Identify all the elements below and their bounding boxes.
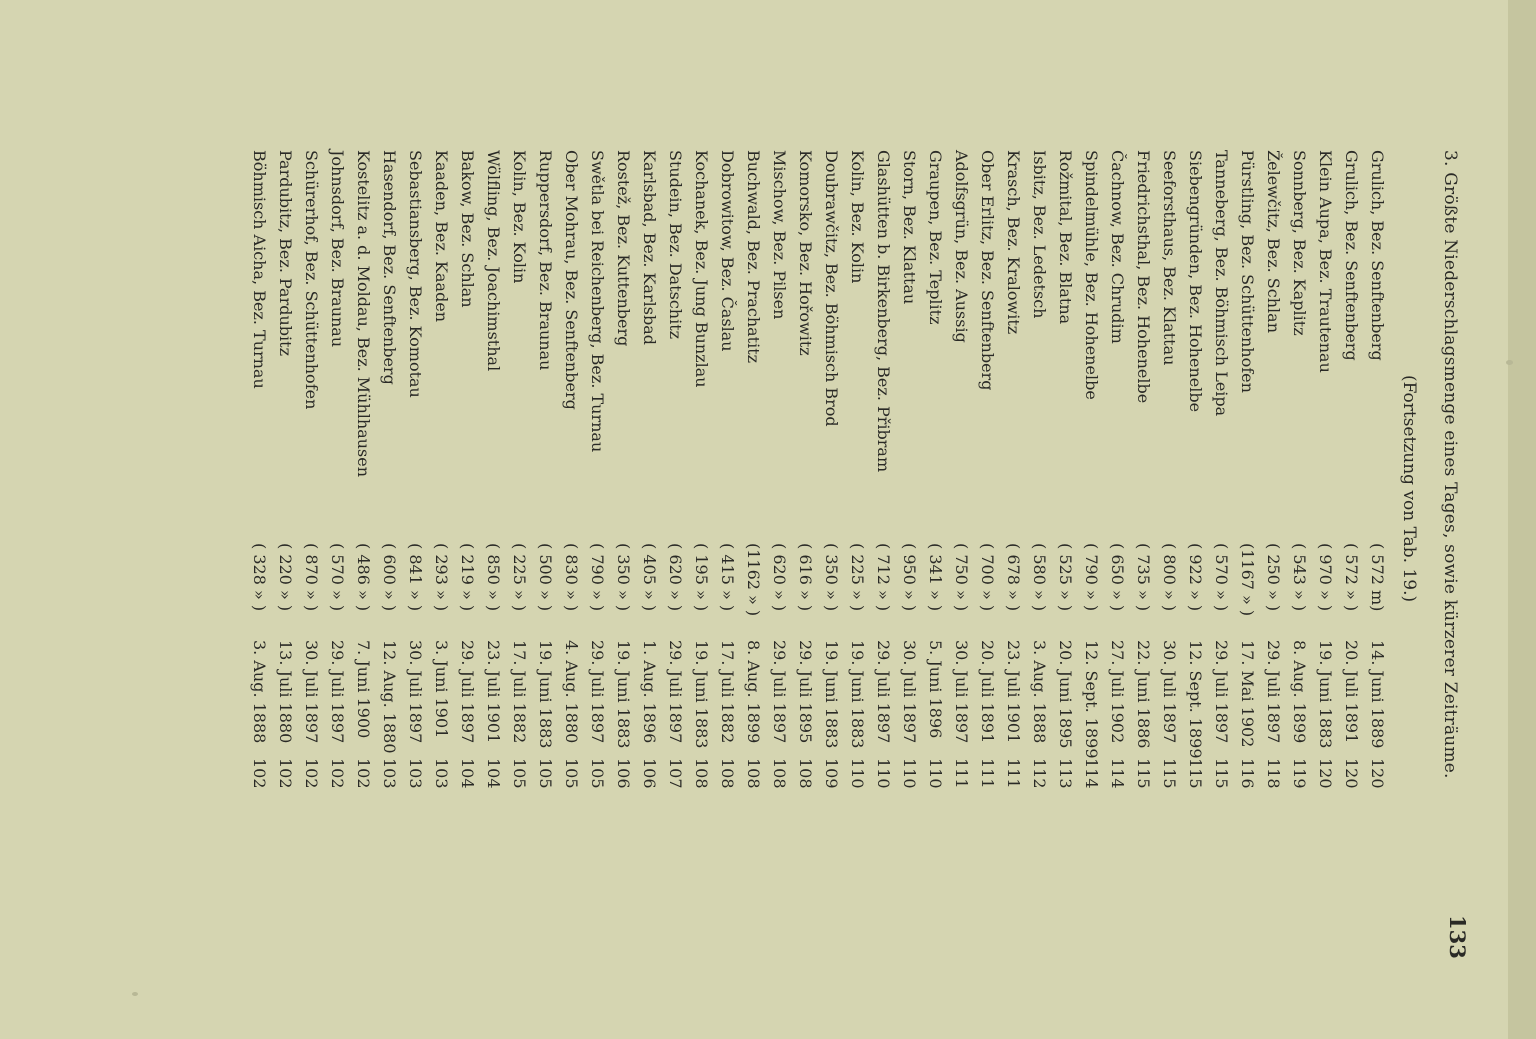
table-row <box>1287 150 1313 950</box>
precipitation-amount: 116 <box>1238 758 1257 789</box>
station-altitude: ( 570 » ) <box>1212 543 1231 612</box>
event-date: 30. Juli 1897 <box>406 640 425 744</box>
event-date: 29. Juli 1895 <box>796 640 815 744</box>
table-row <box>923 150 949 950</box>
precipitation-amount: 103 <box>432 758 451 789</box>
station-altitude: ( 750 » ) <box>952 543 971 612</box>
station-name: Kochanek, Bez. Jung Bunzlau <box>692 150 711 388</box>
precipitation-amount: 106 <box>614 758 633 789</box>
event-date: 30. Juli 1897 <box>900 640 919 744</box>
table-row <box>481 150 507 950</box>
precipitation-amount: 113 <box>1056 758 1075 789</box>
table-row <box>637 150 663 950</box>
station-altitude: (1162 » ) <box>744 543 763 617</box>
precipitation-amount: 110 <box>926 758 945 789</box>
event-date: 7. Juni 1900 <box>354 640 373 739</box>
precipitation-amount: 119 <box>1290 758 1309 789</box>
station-altitude: ( 620 » ) <box>770 543 789 612</box>
station-altitude: ( 250 » ) <box>1264 543 1283 612</box>
page-title: 3. Größte Niederschlagsmenge eines Tages, sowie kürzerer Zeiträume. <box>1440 150 1460 779</box>
station-name: Krasch, Bez. Kralowitz <box>1004 150 1023 335</box>
station-altitude: ( 950 » ) <box>900 543 919 612</box>
station-name: Mischow, Bez. Pilsen <box>770 150 789 320</box>
event-date: 30. Juli 1897 <box>952 640 971 744</box>
table-row <box>611 150 637 950</box>
event-date: 5. Juni 1896 <box>926 640 945 739</box>
precipitation-amount: 115 <box>1134 758 1153 789</box>
precipitation-amount: 108 <box>718 758 737 789</box>
station-name: Čachnow, Bez. Chrudim <box>1108 150 1127 344</box>
event-date: 17. Juli 1882 <box>510 640 529 744</box>
station-name: Bakow, Bez. Schlan <box>458 150 477 308</box>
event-date: 30. Juli 1897 <box>302 640 321 744</box>
precipitation-amount: 110 <box>874 758 893 789</box>
table-row <box>403 150 429 950</box>
event-date: 23. Juli 1901 <box>1004 640 1023 744</box>
event-date: 27. Juli 1902 <box>1108 640 1127 744</box>
station-name: Studein, Bez. Datschitz <box>666 150 685 340</box>
event-date: 29. Juli 1897 <box>874 640 893 744</box>
station-altitude: ( 195 » ) <box>692 543 711 612</box>
station-altitude: ( 600 » ) <box>380 543 399 612</box>
precipitation-amount: 105 <box>562 758 581 789</box>
precipitation-amount: 111 <box>952 758 971 789</box>
station-altitude: ( 219 » ) <box>458 543 477 612</box>
station-altitude: ( 486 » ) <box>354 543 373 612</box>
station-name: Ober Erlitz, Bez. Senftenberg <box>978 150 997 391</box>
station-name: Böhmisch Aicha, Bez. Turnau <box>250 150 269 389</box>
event-date: 29. Juli 1897 <box>328 640 347 744</box>
table-row <box>455 150 481 950</box>
station-name: Sonnberg, Bez. Kaplitz <box>1290 150 1309 336</box>
event-date: 19. Juni 1883 <box>614 640 633 749</box>
precipitation-amount: 105 <box>536 758 555 789</box>
station-name: Rostež, Bez. Kuttenberg <box>614 150 633 347</box>
table-row <box>377 150 403 950</box>
table-row <box>585 150 611 950</box>
station-name: Pürstling, Bez. Schüttenhofen <box>1238 150 1257 393</box>
station-altitude: ( 620 » ) <box>666 543 685 612</box>
table-row <box>1339 150 1365 950</box>
table-row <box>793 150 819 950</box>
station-altitude: ( 850 » ) <box>484 543 503 612</box>
precipitation-amount: 102 <box>250 758 269 789</box>
station-name: Swětla bei Reichenberg, Bez. Turnau <box>588 150 607 453</box>
page-number: 133 <box>1445 915 1470 959</box>
event-date: 12. Sept. 1899 <box>1082 640 1101 759</box>
table-row <box>1235 150 1261 950</box>
event-date: 19. Juni 1883 <box>692 640 711 749</box>
event-date: 23. Juli 1901 <box>484 640 503 744</box>
event-date: 19. Juni 1883 <box>822 640 841 749</box>
station-name: Pardubitz, Bez. Pardubitz <box>276 150 295 356</box>
station-altitude: ( 700 » ) <box>978 543 997 612</box>
precipitation-amount: 114 <box>1082 758 1101 789</box>
station-name: Kostelitz a. d. Moldau, Bez. Mühlhausen <box>354 150 373 478</box>
station-altitude: ( 525 » ) <box>1056 543 1075 612</box>
event-date: 1. Aug. 1896 <box>640 640 659 744</box>
page-subtitle: (Fortsetzung von Tab. 19.) <box>1399 375 1419 603</box>
table-row <box>273 150 299 950</box>
station-name: Isbitz, Bez. Ledetsch <box>1030 150 1049 319</box>
station-name: Sebastiansberg, Bez. Komotau <box>406 150 425 398</box>
station-name: Friedrichsthal, Bez. Hohenelbe <box>1134 150 1153 404</box>
table-row <box>1131 150 1157 950</box>
table-row <box>871 150 897 950</box>
precipitation-amount: 108 <box>744 758 763 789</box>
table-row <box>1261 150 1287 950</box>
station-altitude: ( 570 » ) <box>328 543 347 612</box>
station-altitude: ( 350 » ) <box>614 543 633 612</box>
precipitation-amount: 120 <box>1316 758 1335 789</box>
station-altitude: ( 293 » ) <box>432 543 451 612</box>
station-altitude: ( 328 » ) <box>250 543 269 612</box>
event-date: 14. Juni 1889 <box>1368 640 1387 749</box>
precipitation-amount: 102 <box>276 758 295 789</box>
event-date: 29. Juli 1897 <box>770 640 789 744</box>
event-date: 13. Juli 1880 <box>276 640 295 744</box>
event-date: 4. Aug. 1880 <box>562 640 581 744</box>
station-altitude: (1167 » ) <box>1238 543 1257 617</box>
table-row <box>247 150 273 950</box>
station-name: Ruppersdorf, Bez. Braunau <box>536 150 555 371</box>
event-date: 3. Juni 1901 <box>432 640 451 739</box>
station-name: Grulich, Bez. Senftenberg <box>1368 150 1387 361</box>
event-date: 22. Juni 1886 <box>1134 640 1153 749</box>
station-name: Johnsdorf, Bez. Braunau <box>328 150 347 348</box>
table-row <box>1027 150 1053 950</box>
precipitation-amount: 105 <box>588 758 607 789</box>
event-date: 3. Aug. 1888 <box>1030 640 1049 744</box>
station-name: Buchwald, Bez. Prachatitz <box>744 150 763 364</box>
precipitation-amount: 102 <box>302 758 321 789</box>
table-row <box>819 150 845 950</box>
event-date: 19. Juni 1883 <box>1316 640 1335 749</box>
event-date: 29. Juli 1897 <box>1212 640 1231 744</box>
precipitation-amount: 102 <box>328 758 347 789</box>
station-altitude: ( 870 » ) <box>302 543 321 612</box>
event-date: 8. Aug. 1899 <box>744 640 763 744</box>
precipitation-amount: 108 <box>770 758 789 789</box>
station-altitude: ( 800 » ) <box>1160 543 1179 612</box>
table-row <box>1001 150 1027 950</box>
station-altitude: ( 225 » ) <box>848 543 867 612</box>
table-row <box>1183 150 1209 950</box>
precipitation-amount: 108 <box>692 758 711 789</box>
event-date: 29. Juli 1897 <box>458 640 477 744</box>
table-row <box>663 150 689 950</box>
precipitation-amount: 110 <box>848 758 867 789</box>
station-altitude: ( 572 » ) <box>1342 543 1361 612</box>
table-row <box>507 150 533 950</box>
station-name: Storn, Bez. Klattau <box>900 150 919 305</box>
precipitation-amount: 103 <box>380 758 399 789</box>
event-date: 20. Juli 1891 <box>1342 640 1361 744</box>
station-altitude: ( 415 » ) <box>718 543 737 612</box>
station-name: Adolfsgrün, Bez. Aussig <box>952 150 971 343</box>
station-name: Hasendorf, Bez. Senftenberg <box>380 150 399 385</box>
station-name: Seeforsthaus, Bez. Klattau <box>1160 150 1179 366</box>
event-date: 17. Mai 1902 <box>1238 640 1257 748</box>
station-altitude: ( 790 » ) <box>1082 543 1101 612</box>
precipitation-amount: 107 <box>666 758 685 789</box>
precipitation-amount: 120 <box>1342 758 1361 789</box>
precipitation-amount: 104 <box>458 758 477 789</box>
event-date: 29. Juli 1897 <box>1264 640 1283 744</box>
station-table <box>247 150 1391 950</box>
station-altitude: ( 500 » ) <box>536 543 555 612</box>
station-altitude: ( 225 » ) <box>510 543 529 612</box>
precipitation-amount: 105 <box>510 758 529 789</box>
station-name: Rožmital, Bez. Blatna <box>1056 150 1075 325</box>
station-name: Kolin, Bez. Kolin <box>510 150 529 284</box>
table-row <box>1053 150 1079 950</box>
table-row <box>1365 150 1391 950</box>
station-altitude: ( 650 » ) <box>1108 543 1127 612</box>
event-date: 17. Juli 1882 <box>718 640 737 744</box>
station-name: Schürerhof, Bez. Schüttenhofen <box>302 150 321 410</box>
precipitation-amount: 106 <box>640 758 659 789</box>
event-date: 3. Aug. 1888 <box>250 640 269 744</box>
precipitation-amount: 109 <box>822 758 841 789</box>
station-name: Kaaden, Bez. Kaaden <box>432 150 451 323</box>
event-date: 29. Juli 1897 <box>666 640 685 744</box>
station-altitude: ( 341 » ) <box>926 543 945 612</box>
precipitation-amount: 120 <box>1368 758 1387 789</box>
station-name: Klein Aupa, Bez. Trautenau <box>1316 150 1335 373</box>
station-altitude: ( 735 » ) <box>1134 543 1153 612</box>
precipitation-amount: 115 <box>1186 758 1205 789</box>
station-name: Siebengründen, Bez. Hohenelbe <box>1186 150 1205 413</box>
table-row <box>897 150 923 950</box>
station-altitude: ( 543 » ) <box>1290 543 1309 612</box>
station-altitude: ( 970 » ) <box>1316 543 1335 612</box>
table-row <box>559 150 585 950</box>
precipitation-amount: 112 <box>1030 758 1049 789</box>
event-date: 19. Juni 1883 <box>848 640 867 749</box>
precipitation-amount: 114 <box>1108 758 1127 789</box>
station-name: Tanneberg, Bez. Böhmisch Leipa <box>1212 150 1231 417</box>
station-name: Graupen, Bez. Teplitz <box>926 150 945 325</box>
station-name: Kolin, Bez. Kolin <box>848 150 867 284</box>
table-row <box>1313 150 1339 950</box>
station-name: Karlsbad, Bez. Karlsbad <box>640 150 659 345</box>
table-row <box>325 150 351 950</box>
table-row <box>715 150 741 950</box>
event-date: 29. Juli 1897 <box>588 640 607 744</box>
precipitation-amount: 111 <box>1004 758 1023 789</box>
station-altitude: ( 841 » ) <box>406 543 425 612</box>
station-altitude: ( 830 » ) <box>562 543 581 612</box>
station-altitude: ( 220 » ) <box>276 543 295 612</box>
event-date: 12. Aug. 1880 <box>380 640 399 754</box>
station-altitude: ( 678 » ) <box>1004 543 1023 612</box>
station-name: Doubrawčitz, Bez. Böhmisch Brod <box>822 150 841 427</box>
station-name: Ober Mohrau, Bez. Senftenberg <box>562 150 581 410</box>
station-altitude: ( 350 » ) <box>822 543 841 612</box>
event-date: 20. Juli 1891 <box>978 640 997 744</box>
station-name: Glashütten b. Birkenberg, Bez. Přibram <box>874 150 893 473</box>
station-name: Wölfling, Bez. Joachimsthal <box>484 150 503 372</box>
station-altitude: ( 580 » ) <box>1030 543 1049 612</box>
precipitation-amount: 115 <box>1212 758 1231 789</box>
station-altitude: ( 616 » ) <box>796 543 815 612</box>
table-row <box>767 150 793 950</box>
table-row <box>299 150 325 950</box>
station-altitude: ( 922 » ) <box>1186 543 1205 612</box>
station-name: Komorsko, Bez. Hořowitz <box>796 150 815 356</box>
station-altitude: ( 405 » ) <box>640 543 659 612</box>
table-row <box>845 150 871 950</box>
table-row <box>741 150 767 950</box>
precipitation-amount: 103 <box>406 758 425 789</box>
event-date: 30. Juli 1897 <box>1160 640 1179 744</box>
table-row <box>1157 150 1183 950</box>
precipitation-amount: 104 <box>484 758 503 789</box>
table-row <box>689 150 715 950</box>
precipitation-amount: 115 <box>1160 758 1179 789</box>
table-row <box>429 150 455 950</box>
event-date: 20. Juni 1895 <box>1056 640 1075 749</box>
station-name: Dobrowitow, Bez. Časlau <box>718 150 737 352</box>
station-name: Želewčitz, Bez. Schlan <box>1264 150 1283 333</box>
table-row <box>351 150 377 950</box>
table-row <box>1209 150 1235 950</box>
station-name: Grulich, Bez. Senftenberg <box>1342 150 1361 361</box>
table-row <box>1079 150 1105 950</box>
precipitation-amount: 110 <box>900 758 919 789</box>
event-date: 19. Juni 1883 <box>536 640 555 749</box>
precipitation-amount: 118 <box>1264 758 1283 789</box>
table-row <box>1105 150 1131 950</box>
precipitation-amount: 108 <box>796 758 815 789</box>
station-altitude: ( 712 » ) <box>874 543 893 612</box>
station-altitude: ( 572 m) <box>1368 543 1387 612</box>
table-row <box>533 150 559 950</box>
table-row <box>949 150 975 950</box>
precipitation-amount: 111 <box>978 758 997 789</box>
event-date: 8. Aug. 1899 <box>1290 640 1309 744</box>
station-altitude: ( 790 » ) <box>588 543 607 612</box>
event-date: 12. Sept. 1899 <box>1186 640 1205 759</box>
precipitation-amount: 102 <box>354 758 373 789</box>
station-name: Spindelmühle, Bez. Hohenelbe <box>1082 150 1101 400</box>
table-row <box>975 150 1001 950</box>
